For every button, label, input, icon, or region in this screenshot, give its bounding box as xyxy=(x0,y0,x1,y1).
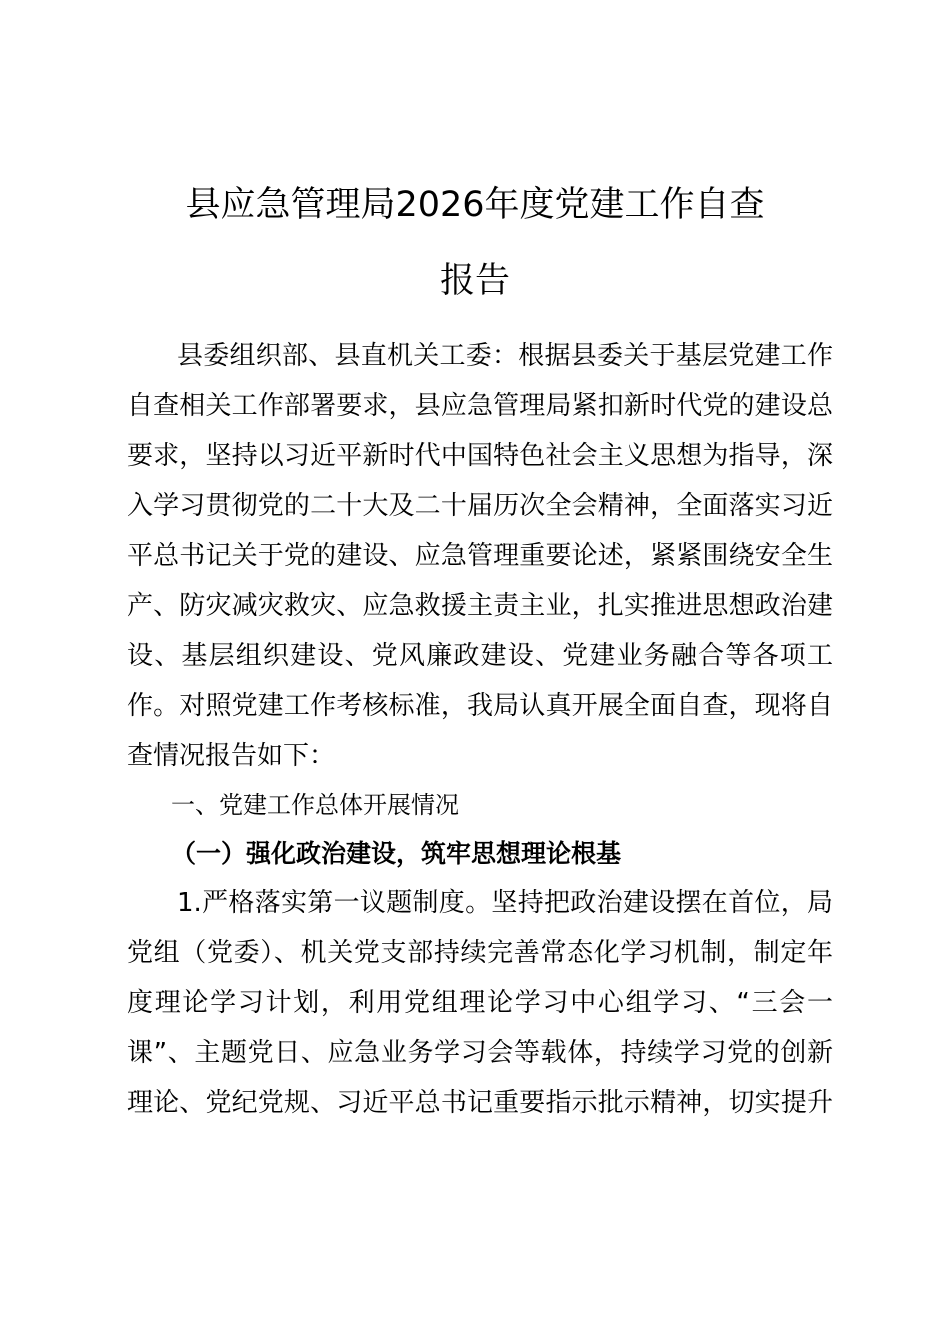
intro-line: 作。对照党建工作考核标准，我局认真开展全面自查，现将自 xyxy=(127,691,833,721)
subsection-heading: （一）强化政治建设，筑牢思想理论根基 xyxy=(171,839,622,868)
item-line: 1.严格落实第一议题制度。坚持把政治建设摆在首位，局 xyxy=(177,888,833,918)
intro-line: 平总书记关于党的建设、应急管理重要论述，紧紧围绕安全生 xyxy=(127,541,833,571)
intro-line: 入学习贯彻党的二十大及二十届历次全会精神，全面落实习近 xyxy=(127,491,833,521)
item-line: 课”、主题党日、应急业务学习会等载体，持续学习党的创新 xyxy=(127,1038,833,1068)
intro-line: 产、防灾减灾救灾、应急救援主责主业，扎实推进思想政治建 xyxy=(127,591,833,621)
document-title-line-2: 报告 xyxy=(439,261,510,301)
item-line: 理论、党纪党规、习近平总书记重要指示批示精神，切实提升 xyxy=(127,1088,833,1118)
section-heading: 一、党建工作总体开展情况 xyxy=(171,791,459,819)
intro-line: 查情况报告如下： xyxy=(127,741,336,771)
item-line: 度理论学习计划，利用党组理论学习中心组学习、“三会一 xyxy=(127,988,833,1018)
intro-line: 要求，坚持以习近平新时代中国特色社会主义思想为指导，深 xyxy=(127,441,833,471)
intro-line: 县委组织部、县直机关工委：根据县委关于基层党建工作 xyxy=(177,341,833,371)
item-line: 党组（党委）、机关党支部持续完善常态化学习机制，制定年 xyxy=(127,938,833,968)
intro-line: 设、基层组织建设、党风廉政建设、党建业务融合等各项工 xyxy=(127,641,833,671)
intro-line: 自查相关工作部署要求，县应急管理局紧扣新时代党的建设总 xyxy=(127,391,833,421)
document-title-line-1: 县应急管理局2026年度党建工作自查 xyxy=(185,185,765,225)
